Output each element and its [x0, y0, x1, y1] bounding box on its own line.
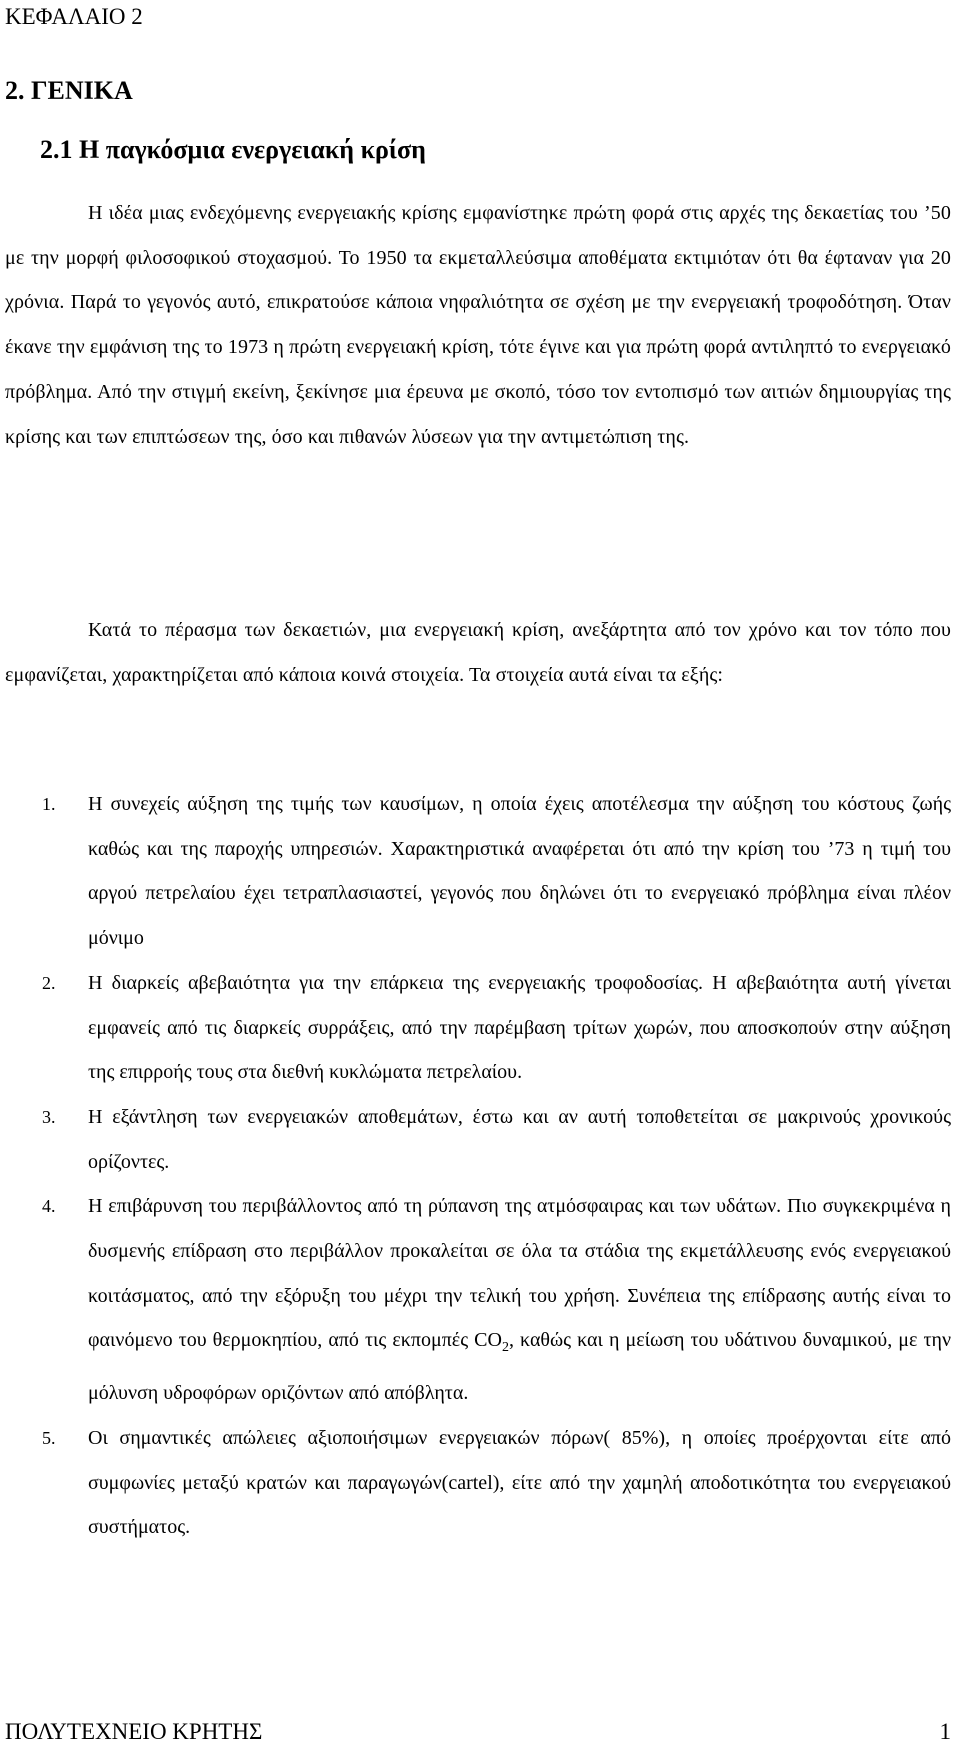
section-title: 2. ΓΕΝΙΚΑ [5, 76, 133, 105]
list-item-text [88, 1195, 951, 1404]
list-item-text-part: , καθώς και η μείωση του υδάτινου δυναμικού, με την μόλυνση υδροφόρων οριζόντων από απόβλητα. [88, 1329, 952, 1405]
page-number: 1 [939, 1719, 951, 1744]
list-item [5, 961, 951, 1095]
list-item-number: 1. [42, 794, 56, 814]
list-item [5, 1095, 951, 1184]
chapter-header: ΚΕΦΑΛΑΙΟ 2 [5, 4, 143, 29]
subscript: 2 [501, 1340, 509, 1356]
list-item-number: 3. [42, 1106, 56, 1127]
list-item-text: Η εξάντληση των ενεργειακών αποθεμάτων, έστω και αν αυτή τοποθετείται σε μακρινούς χρονικούς ορίζοντες. [88, 1105, 951, 1173]
list-item-text: Η διαρκείς αβεβαιότητα για την επάρκεια της ενεργειακής τροφοδοσίας. Η αβεβαιότητα αυτή γίνεται εμφανείς από τις διαρκείς συρράξεις, από την παρέμβαση τρίτων χωρών, που αποσκοπούν στην αύξηση της επιρροής τους στα διεθνή κυκλώματα πετρελαίου. [88, 971, 951, 1084]
list-item-number: 5. [42, 1427, 56, 1448]
body-paragraph: Κατά το πέρασμα των δεκαετιών, μια ενεργειακή κρίση, ανεξάρτητα από τον χρόνο και τον τόπο που εμφανίζεται, χαρακτηρίζεται από κάποια κοινά στοιχεία. Τα στοιχεία αυτά είναι τα εξής: [5, 619, 951, 686]
list-item-text: Η συνεχείς αύξηση της τιμής των καυσίμων, η οποία έχεις αποτέλεσμα την αύξηση του κόστους ζωής καθώς και της παροχής υπηρεσιών. Χαρακτηριστικά αναφέρεται ότι από την κρίση του ’73 η τιμή του αργού πετρελαίου έχει τετραπλασιαστεί, γεγονός που δηλώνει ότι το ενεργειακό πρόβλημα είναι πλέον μόνιμο [88, 793, 951, 950]
body-paragraph: Η ιδέα μιας ενδεχόμενης ενεργειακής κρίσης εμφανίστηκε πρώτη φορά στις αρχές της δεκαετίας του ’50 με την μορφή φιλοσοφικού στοχασμού. Το 1950 τα εκμεταλλεύσιμα αποθέματα εκτιμιόταν ότι θα έφταναν για 20 χρόνια. Παρά το γεγονός αυτό, επικρατούσε κάποια νηφαλιότητα σε σχέση με την ενεργειακή τροφοδότηση. Όταν έκανε την εμφάνιση της το 1973 η πρώτη ενεργειακή κρίση, τότε έγινε και για πρώτη φορά αντιληπτό το ενεργειακό πρόβλημα. Από την στιγμή εκείνη, ξεκίνησε μια έρευνα με σκοπό, τόσο τον εντοπισμό των αιτιών δημιουργίας της κρίσης και των επιπτώσεων της, όσο και πιθανών λύσεων για την αντιμετώπιση της. [5, 202, 951, 448]
list-item-text-part: Η επιβάρυνση του περιβάλλοντος από τη ρύπανση της ατμόσφαιρας και των υδάτων. Πιο συγκεκριμένα η δυσμενής επίδραση στο περιβάλλον προκαλείται σε όλα τα στάδια της εκμετάλλευσης ενός ενεργειακού κοιτάσματος, από την εξόρυξη του μέχρι την τελική του χρήση. Συνέπεια της επίδρασης αυτής είναι το φαινόμενο του θερμοκηπίου, από τις εκπομπές CO [88, 1195, 951, 1352]
list-item [5, 782, 951, 961]
list-item [5, 1184, 951, 1416]
crisis-characteristics-list [5, 782, 951, 1550]
list-item [5, 1416, 951, 1550]
list-item-number: 4. [42, 1196, 56, 1217]
list-item-number: 2. [42, 972, 56, 993]
list-item-text: Οι σημαντικές απώλειες αξιοποιήσιμων ενεργειακών πόρων( 85%), η οποίες προέρχονται είτε από συμφωνίες μεταξύ κρατών και παραγωγών(cartel), είτε από την χαμηλή αποδοτικότητα του ενεργειακού συστήματος. [88, 1426, 951, 1539]
footer-institution: ΠΟΛΥΤΕΧΝΕΙΟ ΚΡΗΤΗΣ [5, 1719, 263, 1744]
subsection-title: 2.1 Η παγκόσμια ενεργειακή κρίση [40, 135, 426, 164]
